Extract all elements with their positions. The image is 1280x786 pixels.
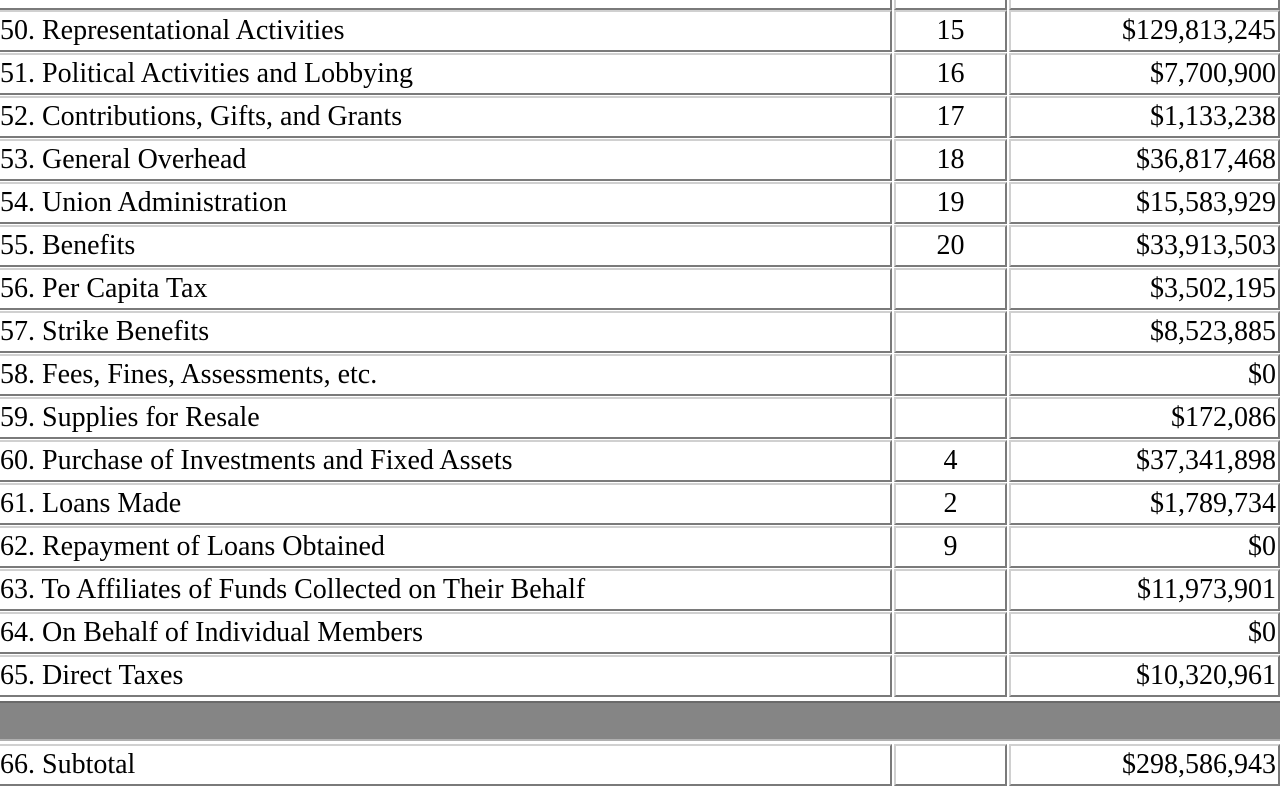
row-label: 50. Representational Activities: [0, 10, 892, 52]
row-amount: $33,913,503: [1009, 225, 1280, 267]
row-line-ref: [894, 612, 1007, 654]
row-line-ref: [894, 354, 1007, 396]
row-amount: $0: [1009, 526, 1280, 568]
row-amount: $36,817,468: [1009, 139, 1280, 181]
row-amount: $129,813,245: [1009, 10, 1280, 52]
row-amount: $3,502,195: [1009, 268, 1280, 310]
row-label: 53. General Overhead: [0, 139, 892, 181]
table-row: [0, 612, 1280, 655]
row-line-ref: [894, 268, 1007, 310]
row-label: 64. On Behalf of Individual Members: [0, 612, 892, 654]
row-line-ref: [894, 655, 1007, 697]
row-line-ref: 16: [894, 53, 1007, 95]
row-label: 57. Strike Benefits: [0, 311, 892, 353]
table-row: [0, 440, 1280, 483]
row-amount: $10,320,961: [1009, 655, 1280, 697]
table-top-strip: [0, 0, 1280, 10]
row-amount: $8,523,885: [1009, 311, 1280, 353]
table-row: [0, 483, 1280, 526]
top-strip-amount-cell: [1009, 0, 1280, 10]
subtotal-line: [894, 744, 1007, 786]
row-line-ref: 9: [894, 526, 1007, 568]
row-line-ref: 15: [894, 10, 1007, 52]
row-line-ref: 18: [894, 139, 1007, 181]
table-separator: [0, 698, 1280, 744]
row-label: 63. To Affiliates of Funds Collected on Their Behalf: [0, 569, 892, 611]
table-row: [0, 53, 1280, 96]
row-label: 62. Repayment of Loans Obtained: [0, 526, 892, 568]
subtotal-amount: $298,586,943: [1009, 744, 1280, 786]
table-row: [0, 139, 1280, 182]
top-strip-label-cell: [0, 0, 892, 10]
row-amount: $7,700,900: [1009, 53, 1280, 95]
table-row: [0, 569, 1280, 612]
row-line-ref: 20: [894, 225, 1007, 267]
row-label: 55. Benefits: [0, 225, 892, 267]
table-row: [0, 96, 1280, 139]
row-label: 65. Direct Taxes: [0, 655, 892, 697]
row-amount: $11,973,901: [1009, 569, 1280, 611]
row-amount: $0: [1009, 354, 1280, 396]
row-amount: $15,583,929: [1009, 182, 1280, 224]
table-row: [0, 526, 1280, 569]
row-label: 60. Purchase of Investments and Fixed Assets: [0, 440, 892, 482]
table-row: [0, 397, 1280, 440]
subtotal-label: 66. Subtotal: [0, 744, 892, 786]
row-amount: $172,086: [1009, 397, 1280, 439]
table-row: [0, 10, 1280, 53]
row-label: 56. Per Capita Tax: [0, 268, 892, 310]
table-row: [0, 311, 1280, 354]
top-strip-line-cell: [894, 0, 1007, 10]
row-line-ref: 4: [894, 440, 1007, 482]
row-label: 51. Political Activities and Lobbying: [0, 53, 892, 95]
row-amount: $1,133,238: [1009, 96, 1280, 138]
table-row: [0, 182, 1280, 225]
row-line-ref: [894, 397, 1007, 439]
row-line-ref: 19: [894, 182, 1007, 224]
table-row: [0, 354, 1280, 397]
row-label: 61. Loans Made: [0, 483, 892, 525]
row-line-ref: 2: [894, 483, 1007, 525]
table-row: [0, 268, 1280, 311]
table-row: [0, 225, 1280, 268]
row-amount: $37,341,898: [1009, 440, 1280, 482]
row-line-ref: 17: [894, 96, 1007, 138]
subtotal-row: [0, 744, 1280, 786]
row-amount: $0: [1009, 612, 1280, 654]
separator-bar: [0, 701, 1280, 741]
table-body: [0, 10, 1280, 698]
row-amount: $1,789,734: [1009, 483, 1280, 525]
row-line-ref: [894, 311, 1007, 353]
row-label: 58. Fees, Fines, Assessments, etc.: [0, 354, 892, 396]
row-line-ref: [894, 569, 1007, 611]
table-row: [0, 655, 1280, 698]
row-label: 52. Contributions, Gifts, and Grants: [0, 96, 892, 138]
row-label: 59. Supplies for Resale: [0, 397, 892, 439]
row-label: 54. Union Administration: [0, 182, 892, 224]
